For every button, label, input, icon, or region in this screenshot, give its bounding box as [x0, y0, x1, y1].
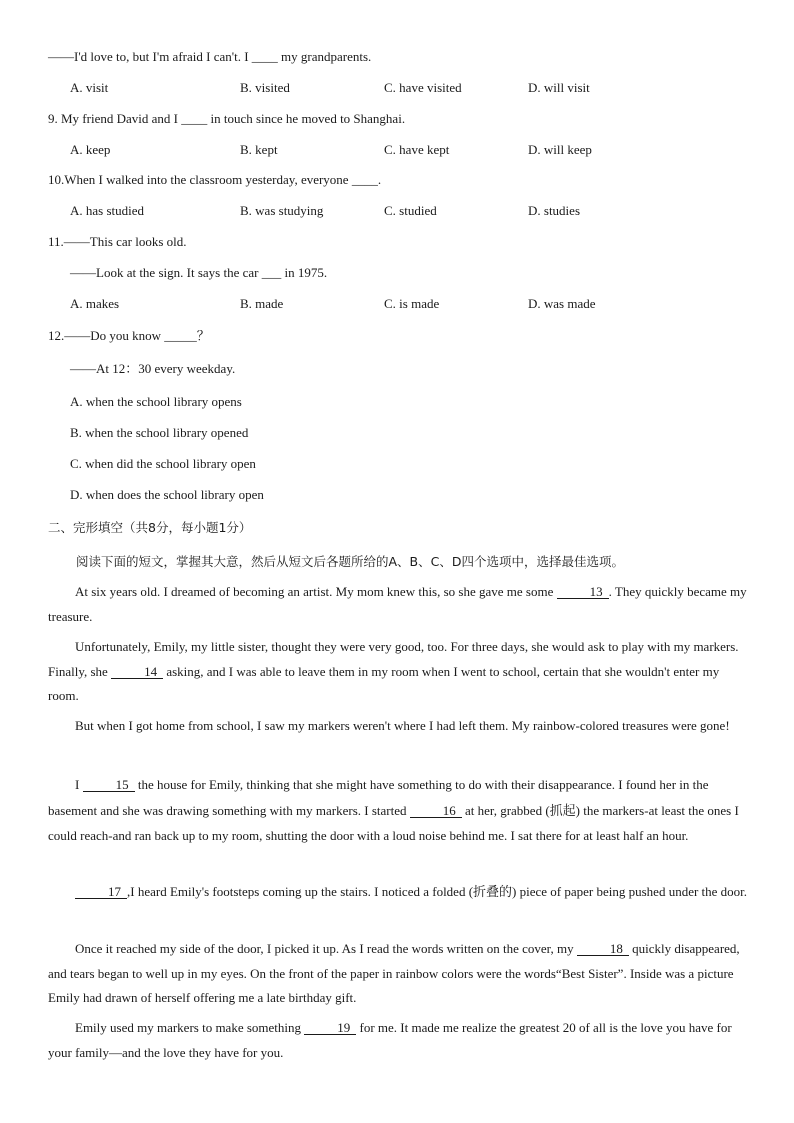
q9-option-c: C. have kept	[384, 142, 450, 157]
q9-option-b: B. kept	[240, 142, 278, 157]
q11-stem: 11.——This car looks old.	[48, 234, 187, 249]
q10-option-d: D. studies	[528, 203, 580, 218]
q10-option-b: B. was studying	[240, 203, 324, 218]
passage-text: But when I got home from school, I saw my markers weren't where I had left them. My rainbow-colored treasures were gone!	[75, 718, 730, 733]
q10-option-c: C. studied	[384, 203, 437, 218]
passage-text: Once it reached my side of the door, I picked it up. As I read the words written on the cover, my	[75, 941, 577, 956]
passage-paragraph-2	[48, 635, 748, 709]
q11-reply: ——Look at the sign. It says the car ___ in 1975.	[70, 265, 328, 280]
passage-text: . They quickly became my treasure.	[48, 584, 747, 624]
passage-text: quickly disappeared, and tears began to well up in my eyes. On the front of the paper in rainbow colors were the words“Best Sister”. Inside was a picture Emily had drawn of herself offering me a late birthday gift.	[48, 941, 740, 1005]
q8-option-b: B. visited	[240, 80, 290, 95]
passage-paragraph-3	[48, 714, 748, 739]
q10-option-a: A. has studied	[70, 203, 145, 218]
passage-paragraph-1	[48, 580, 748, 629]
blank-16: 16	[410, 804, 462, 818]
passage-text: for me. It made me realize the greatest 20 of all is the love you have for your family—and the love they have for you.	[48, 1020, 732, 1060]
q12-option-a: A. when the school library opens	[70, 394, 242, 409]
q9-option-a: A. keep	[70, 142, 111, 157]
blank-14: 14	[111, 665, 163, 679]
q9-stem: 9. My friend David and I ____ in touch since he moved to Shanghai.	[48, 111, 406, 126]
q11-option-b: B. made	[240, 296, 284, 311]
passage-paragraph-5	[48, 880, 748, 905]
q11-option-a: A. makes	[70, 296, 120, 311]
blank-19: 19	[304, 1021, 356, 1035]
passage-text: asking, and I was able to leave them in my room when I went to school, certain that she wouldn't enter my room.	[48, 663, 720, 703]
blank-17: 17	[75, 885, 127, 899]
passage-text: I	[75, 777, 83, 792]
q10-stem: 10.When I walked into the classroom yesterday, everyone ____.	[48, 172, 382, 187]
passage-text: the house for Emily, thinking that she might have something to do with their disappearance. I found her in the basement and she was drawing something with my markers. I started	[48, 777, 709, 818]
blank-15: 15	[83, 778, 135, 792]
passage-text: ,I heard Emily's footsteps coming up the stairs. I noticed a folded (折叠的) piece of paper being pushed under the door.	[127, 884, 748, 899]
q12-option-d: D. when does the school library open	[70, 487, 264, 502]
q8-option-c: C. have visited	[384, 80, 462, 95]
q11-option-d: D. was made	[528, 296, 596, 311]
passage-paragraph-6	[48, 937, 748, 1011]
passage-paragraph-4	[48, 772, 748, 849]
q12-reply: ——At 12：30 every weekday.	[70, 361, 236, 376]
q8-reply: ——I'd love to, but I'm afraid I can't. I ____ my grandparents.	[48, 49, 372, 64]
section-instruction: 阅读下面的短文，掌握其大意，然后从短文后各题所给的A、B、C、D四个选项中，选择最佳选项。	[76, 554, 624, 569]
passage-paragraph-7	[48, 1016, 748, 1065]
q12-option-b: B. when the school library opened	[70, 425, 249, 440]
q12-stem: 12.——Do you know _____？	[48, 328, 210, 343]
blank-18: 18	[577, 942, 629, 956]
section-title: 二、完形填空（共8分，每小题1分）	[48, 520, 252, 535]
passage-text: At six years old. I dreamed of becoming an artist. My mom knew this, so she gave me some	[75, 584, 557, 599]
passage-text: Emily used my markers to make something	[75, 1020, 305, 1035]
q11-option-c: C. is made	[384, 296, 440, 311]
passage-text: Unfortunately, Emily, my little sister, thought they were very good, too. For three days, she would ask to play with my markers. Finally, she	[48, 639, 739, 679]
q8-option-a: A. visit	[70, 80, 109, 95]
q9-option-d: D. will keep	[528, 142, 592, 157]
passage-text: at her, grabbed (抓起) the markers-at least the ones I could reach-and ran back up to my room, shutting the door with a loud noise behind me. I sat there for at least half an hour.	[48, 802, 739, 843]
q12-option-c: C. when did the school library open	[70, 456, 256, 471]
q8-option-d: D. will visit	[528, 80, 590, 95]
blank-13: 13	[557, 585, 609, 599]
